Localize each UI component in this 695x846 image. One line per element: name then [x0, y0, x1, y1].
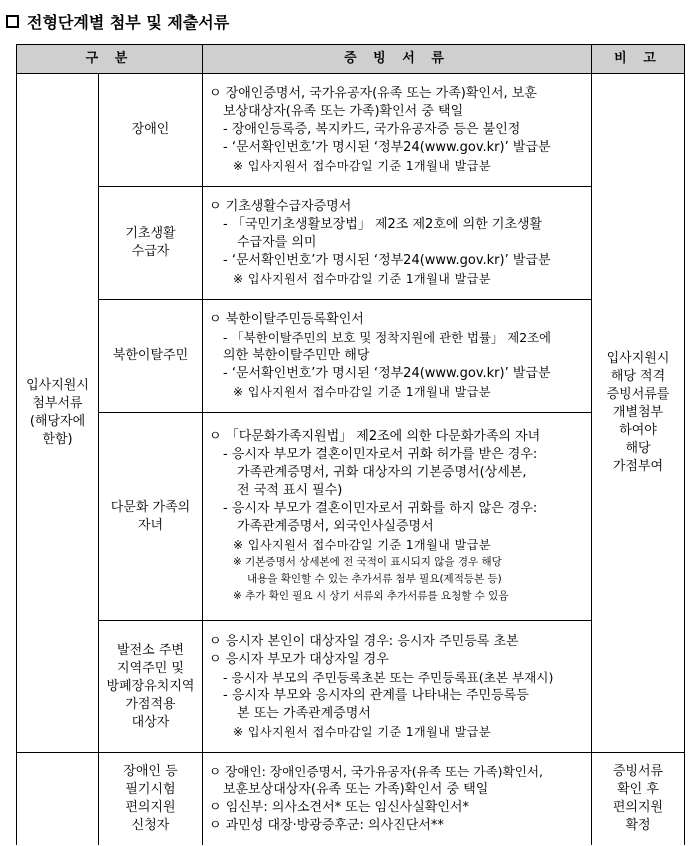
note-line: 확정: [625, 817, 651, 833]
subcategory-label: 방폐장유치지역: [106, 678, 195, 694]
doc-line: ㅇ 응시자 부모가 대상자일 경우: [209, 651, 389, 667]
subcategory-cell: [99, 621, 203, 753]
doc-line: ㅇ 과민성 대장·방광증후군: 의사진단서**: [209, 817, 444, 833]
section-title: [6, 8, 229, 34]
doc-line: 가족관계증명서, 귀화 대상자의 기본증명서(상세본,: [237, 465, 527, 480]
doc-note-line: ※ 기본증명서 상세본에 전 국적이 표시되지 않을 경우 해당: [233, 556, 502, 568]
doc-line: ㅇ 장애인증명서, 국가유공자(유족 또는 가족)확인서, 보훈: [209, 86, 537, 101]
header-documents: 증 빙 서 류: [203, 45, 592, 74]
note-line: 증빙서류를: [606, 387, 670, 402]
subcategory-label: 편의지원: [125, 799, 176, 815]
subcategory-label: 가점적용: [125, 696, 176, 712]
doc-line: - 「국민기초생활보장법」 제2조 제2호에 의한 기초생활: [223, 217, 543, 232]
note-line: 증빙서류: [612, 763, 664, 779]
subcategory-cell: [99, 413, 203, 621]
doc-line: 보훈보상대상자(유족 또는 가족)확인서 중 택일: [223, 781, 489, 797]
doc-note-line: ※ 입사지원서 접수마감일 기준 1개월내 발급분: [233, 724, 491, 739]
doc-note-line: ※ 입사지원서 접수마감일 기준 1개월내 발급분: [233, 538, 491, 552]
subcategory-label: 다문화 가족의: [110, 499, 191, 515]
note-line: 확인 후: [617, 781, 659, 797]
note-line: 입사지원시: [606, 351, 670, 366]
subcategory-label: 신청자: [131, 817, 170, 833]
documents-cell: [203, 753, 592, 845]
note-line: 해당: [625, 441, 651, 456]
category-line: (해당자에: [29, 414, 86, 429]
table-row: [17, 187, 685, 300]
doc-line: - 응시자 부모와 응시자의 관계를 나타내는 주민등록등: [223, 687, 529, 703]
doc-line: ㅇ 「다문화가족지원법」 제2조에 의한 다문화가족의 자녀: [209, 429, 541, 444]
category-line: 입사지원시: [26, 378, 89, 393]
section-title-text: 전형단계별 첨부 및 제출서류: [27, 12, 230, 32]
doc-line: ㅇ 응시자 본인이 대상자일 경우: 응시자 주민등록 초본: [209, 633, 519, 649]
subcategory-label: 장애인 등: [123, 763, 178, 779]
doc-line: - 「북한이탈주민의 보호 및 정착지원에 관한 법률」 제2조에: [223, 330, 552, 345]
doc-line: - 응시자 부모의 주민등록초본 또는 주민등록표(초본 부재시): [223, 669, 554, 685]
note-cell: [592, 753, 685, 845]
table-header-row: [17, 45, 685, 74]
category-line: 첨부서류: [32, 396, 83, 411]
doc-note-line: ※ 추가 확인 필요 시 상기 서류외 추가서류를 요청할 수 있음: [233, 590, 509, 602]
subcategory-label: 자녀: [137, 517, 164, 533]
doc-line: ㅇ 기초생활수급자증명서: [209, 199, 352, 214]
doc-line: 가족관계증명서, 외국인사실증명서: [237, 519, 434, 534]
subcategory-label: 장애인: [131, 122, 170, 137]
doc-line: 의한 북한이탈주민만 해당: [223, 348, 370, 363]
doc-line: ㅇ 임신부: 의사소견서* 또는 임신사실확인서*: [209, 799, 469, 815]
doc-note-line: ※ 입사지원서 접수마감일 기준 1개월내 발급분: [233, 272, 491, 286]
doc-line: 수급자를 의미: [237, 235, 317, 250]
documents-cell: [203, 74, 592, 187]
doc-note-line: ※ 입사지원서 접수마감일 기준 1개월내 발급분: [233, 385, 491, 399]
documents-cell: [203, 300, 592, 413]
doc-line: - 장애인등록증, 복지카드, 국가유공자증 등은 불인정: [223, 122, 521, 137]
subcategory-label: 지역주민 및: [117, 660, 184, 676]
category-cell-empty: [17, 753, 99, 845]
note-cell: [592, 74, 685, 753]
note-line: 하여야: [619, 423, 657, 438]
documents-cell: [203, 413, 592, 621]
category-line: 한함): [42, 432, 73, 447]
subcategory-label: 수급자: [131, 244, 170, 259]
subcategory-cell: [99, 300, 203, 413]
documents-cell: [203, 187, 592, 300]
doc-line: ㅇ 장애인: 장애인증명서, 국가유공자(유족 또는 가족)확인서,: [209, 763, 544, 779]
doc-line: 전 국적 표시 필수): [237, 483, 343, 498]
doc-line: - ‘문서확인번호’가 명시된 ‘정부24(www.gov.kr)’ 발급분: [223, 253, 551, 268]
doc-line: - ‘문서확인번호’가 명시된 ‘정부24(www.gov.kr)’ 발급분: [223, 366, 551, 381]
doc-note-line: 내용을 확인할 수 있는 추가서류 첨부 필요(제적등본 등): [247, 573, 502, 585]
documents-cell: [203, 621, 592, 753]
doc-line: ㅇ 북한이탈주민등록확인서: [209, 312, 364, 327]
note-line: 개별첨부: [612, 405, 664, 420]
subcategory-cell: [99, 74, 203, 187]
table-row: [17, 413, 685, 621]
table-row: [17, 621, 685, 753]
table-row: [17, 300, 685, 413]
doc-line: - ‘문서확인번호’가 명시된 ‘정부24(www.gov.kr)’ 발급분: [223, 140, 551, 155]
doc-line: 본 또는 가족관계증명서: [237, 705, 371, 721]
subcategory-label: 발전소 주변: [117, 642, 184, 658]
category-cell: [17, 74, 99, 753]
header-note: 비 고: [592, 45, 685, 74]
doc-line: - 응시자 부모가 결혼이민자로서 귀화를 하지 않은 경우:: [223, 501, 538, 516]
note-line: 편의지원: [612, 799, 664, 815]
subcategory-label: 기초생활: [125, 226, 176, 241]
doc-line: 보상대상자(유족 또는 가족)확인서 중 택일: [223, 104, 464, 119]
header-category: 구 분: [17, 45, 203, 74]
doc-line: - 응시자 부모가 결혼이민자로서 귀화 허가를 받은 경우:: [223, 447, 538, 462]
doc-note-line: ※ 입사지원서 접수마감일 기준 1개월내 발급분: [233, 159, 491, 173]
documents-table: [16, 44, 685, 845]
subcategory-cell: [99, 753, 203, 845]
checkbox-icon: [6, 15, 19, 28]
table-row: [17, 74, 685, 187]
subcategory-label: 북한이탈주민: [112, 348, 189, 363]
subcategory-label: 대상자: [131, 714, 170, 730]
subcategory-label: 필기시험: [125, 781, 176, 797]
note-line: 가점부여: [612, 459, 664, 474]
table-row: [17, 753, 685, 845]
subcategory-cell: [99, 187, 203, 300]
note-line: 해당 적격: [610, 369, 666, 384]
